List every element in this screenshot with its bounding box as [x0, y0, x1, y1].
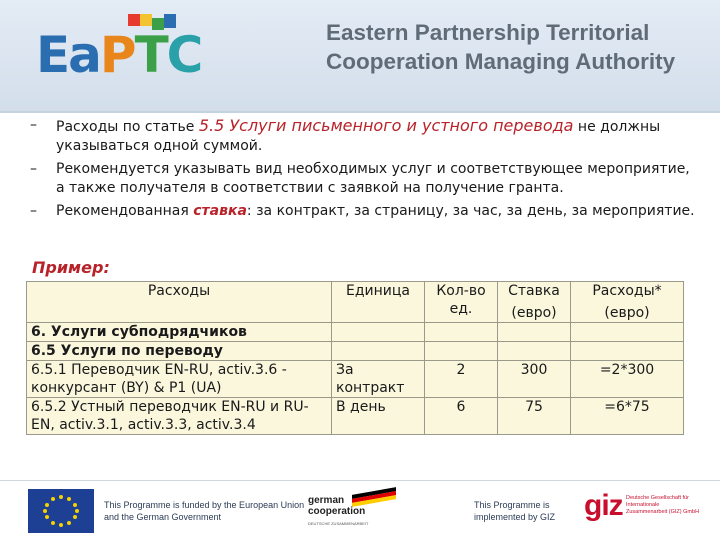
col-header-expenses: Расходы	[27, 282, 332, 323]
eu-funding-text: This Programme is funded by the European Union and the German Government	[104, 500, 305, 522]
col-header-total	[571, 282, 684, 323]
row-rate	[498, 342, 571, 361]
row-unit	[332, 342, 425, 361]
row-unit	[332, 323, 425, 342]
row-rate: 300	[498, 361, 571, 398]
bullet-text: не должны указываться одной суммой.	[56, 119, 661, 154]
col-header-qty: Кол-во ед.	[425, 282, 498, 323]
row-total	[571, 342, 684, 361]
giz-subtext: Deutsche Gesellschaft für Internationale Zusammenarbeit (GIZ) GmbH	[626, 495, 700, 515]
bullet-text: Рекомендуется указывать вид необходимых услуг и соответствующее мероприятие, а также получателя в соответствии с заявкой на получение гранта.	[56, 161, 690, 196]
bullet-item	[30, 160, 698, 198]
giz-wordmark: giz	[584, 489, 623, 522]
bullet-item	[30, 116, 698, 156]
row-qty: 6	[425, 398, 498, 435]
row-unit: В день	[332, 398, 425, 435]
bullet-text: : за контракт, за страницу, за час, за день, за мероприятие.	[246, 203, 695, 219]
german-cooperation-logo	[308, 487, 398, 533]
col-header-rate-line1: Ставка	[508, 283, 560, 299]
bullet-text: Рекомендованная	[56, 203, 194, 219]
header-title	[326, 18, 675, 76]
bullet-highlight: 5.5 Услуги письменного и устного перевода	[198, 116, 574, 135]
row-desc: 6. Услуги субподрядчиков	[27, 323, 332, 342]
row-rate: 75	[498, 398, 571, 435]
logo-text-c: C	[166, 26, 202, 84]
table-row	[27, 361, 684, 398]
row-qty	[425, 342, 498, 361]
table-row	[27, 398, 684, 435]
bullet-dash: –	[30, 161, 37, 177]
bullet-dash: –	[30, 117, 37, 133]
row-qty: 2	[425, 361, 498, 398]
row-total: =6*75	[571, 398, 684, 435]
header-banner	[0, 0, 720, 112]
table-row	[27, 342, 684, 361]
col-header-rate	[498, 282, 571, 323]
german-flag-icon	[352, 487, 396, 507]
eu-flag-icon	[28, 489, 94, 533]
row-desc: 6.5.2 Устный переводчик EN-RU и RU-EN, activ.3.1, activ.3.3, activ.3.4	[27, 398, 332, 435]
bullet-highlight: ставка	[193, 203, 247, 219]
giz-logo	[584, 489, 700, 529]
eaptc-logo	[36, 14, 202, 88]
row-desc: 6.5.1 Переводчик EN-RU, activ.3.6 - конкурсант (BY) & P1 (UA)	[27, 361, 332, 398]
logo-text-ea: Ea	[36, 26, 100, 84]
row-total: =2*300	[571, 361, 684, 398]
col-header-unit: Единица	[332, 282, 425, 323]
bullet-list	[30, 116, 698, 225]
bullet-text: Расходы по статье	[56, 119, 199, 135]
header-title-line1: Eastern Partnership Territorial	[326, 20, 650, 45]
header-divider	[0, 111, 720, 113]
col-header-total-line1: Расходы*	[592, 283, 662, 299]
col-header-rate-line2: (евро)	[511, 305, 557, 321]
german-coop-text: german cooperation	[308, 495, 366, 517]
row-qty	[425, 323, 498, 342]
german-coop-subtext: DEUTSCHE ZUSAMMENARBEIT	[308, 521, 369, 526]
bullet-item	[30, 202, 698, 221]
logo-text-t: T	[134, 26, 167, 84]
bullet-dash: –	[30, 203, 37, 219]
row-desc: 6.5 Услуги по переводу	[27, 342, 332, 361]
example-label: Пример:	[32, 258, 110, 277]
table-row	[27, 323, 684, 342]
row-unit: За контракт	[332, 361, 425, 398]
table-header-row	[27, 282, 684, 323]
col-header-total-line2: (евро)	[604, 305, 650, 321]
footer-logos	[0, 480, 720, 541]
row-total	[571, 323, 684, 342]
logo-text-p: P	[99, 26, 135, 84]
cost-table	[26, 281, 684, 435]
row-rate	[498, 323, 571, 342]
header-title-line2: Cooperation Managing Authority	[326, 49, 676, 74]
giz-impl-text: This Programme is implemented by GIZ	[474, 500, 556, 522]
